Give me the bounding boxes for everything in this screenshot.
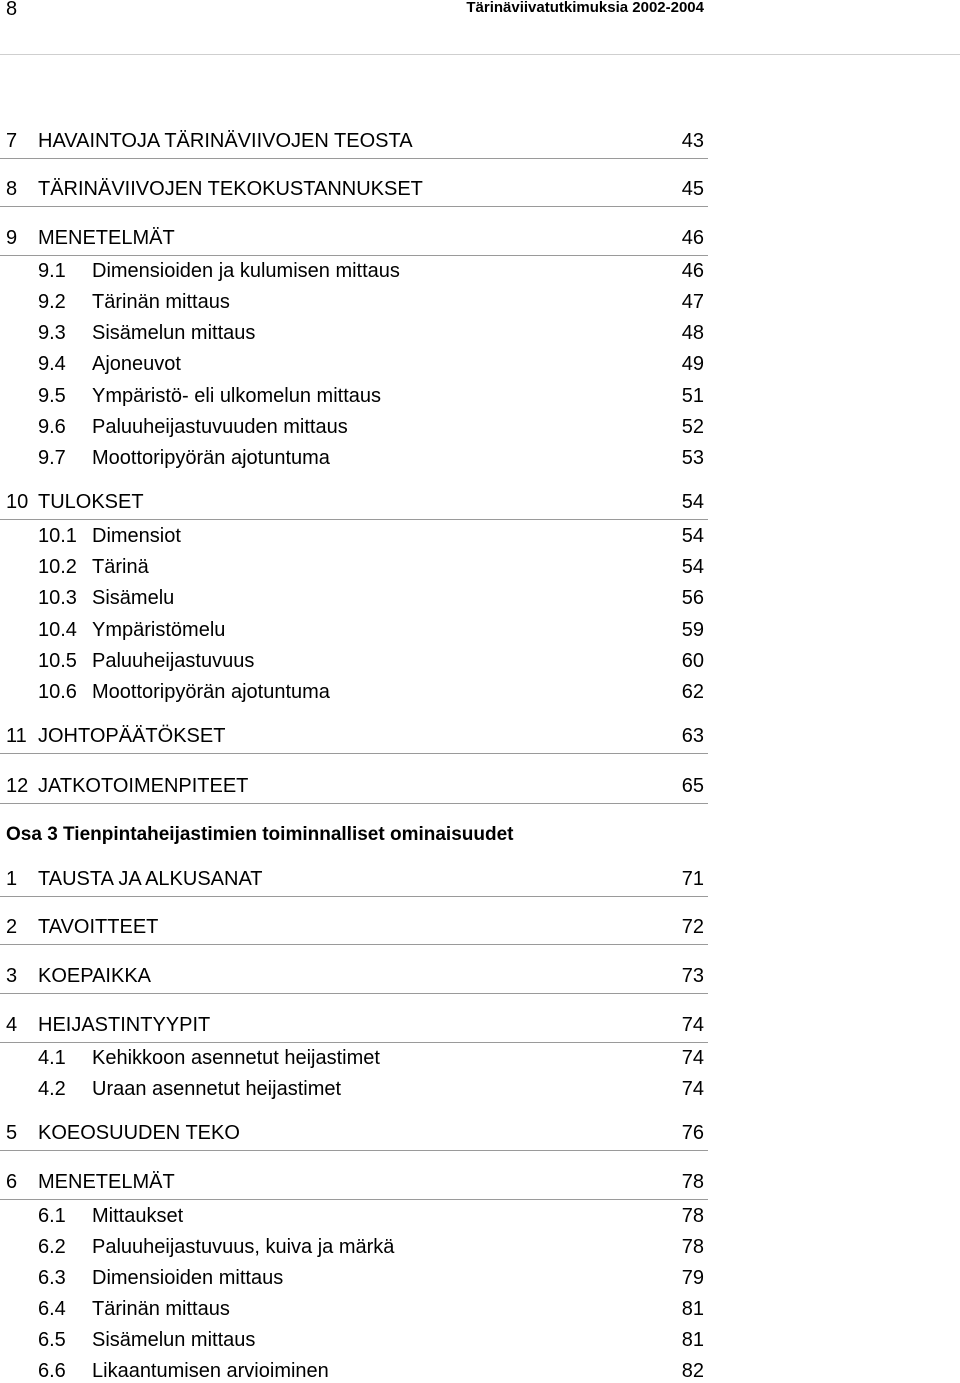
toc-entry-page: 74 [681,1078,704,1100]
toc-entry-page: 60 [681,650,704,672]
toc-entry-page: 81 [681,1298,704,1320]
toc-entry-number: 6.1 [38,1205,66,1227]
toc-entry-title: TAVOITTEET [38,916,159,938]
toc-entry-page: 46 [681,227,704,249]
toc-entry-title: Osa 3 Tienpintaheijastimien toiminnalliset ominaisuudet [6,824,514,845]
toc-entry-title: Paluuheijastuvuus [92,650,255,672]
toc-section-entry [0,415,708,439]
toc-entry-title: Paluuheijastuvuus, kuiva ja märkä [92,1236,395,1258]
toc-entry-page: 49 [681,353,704,375]
toc-section-entry [0,384,708,408]
page-number: 8 [6,0,18,20]
toc-entry-title: Sisämelun mittaus [92,1329,256,1351]
toc-section-entry [0,618,708,642]
toc-entry-title: Likaantumisen arvioiminen [92,1360,329,1382]
toc-entry-number: 9.6 [38,416,66,438]
toc-entry-number: 6 [6,1171,18,1193]
toc-entry-title: JATKOTOIMENPITEET [38,775,249,797]
toc-entry-title: Paluuheijastuvuuden mittaus [92,416,348,438]
toc-entry-page: 54 [681,525,704,547]
toc-section-entry [0,1046,708,1070]
toc-entry-title: Tärinän mittaus [92,291,230,313]
toc-chapter-entry [0,490,708,520]
toc-entry-page: 54 [681,556,704,578]
toc-entry-page: 73 [681,965,704,987]
toc-entry-title: JOHTOPÄÄTÖKSET [38,725,226,747]
toc-entry-number: 9.5 [38,385,66,407]
running-title: Tärinäviivatutkimuksia 2002-2004 [466,0,704,16]
toc-chapter-entry [0,867,708,897]
toc-entry-title: KOEPAIKKA [38,965,152,987]
toc-entry-page: 63 [681,725,704,747]
toc-entry-number: 9.2 [38,291,66,313]
toc-entry-number: 9 [6,227,18,249]
toc-entry-number: 6.5 [38,1329,66,1351]
toc-entry-page: 74 [681,1014,704,1036]
toc-entry-number: 5 [6,1122,18,1144]
toc-entry-page: 53 [681,447,704,469]
toc-chapter-entry [0,774,708,804]
toc-entry-page: 79 [681,1267,704,1289]
toc-entry-number: 10.2 [38,556,77,578]
toc-entry-page: 51 [681,385,704,407]
toc-entry-page: 62 [681,681,704,703]
toc-entry-title: Ympäristö- eli ulkomelun mittaus [92,385,381,407]
toc-entry-title: Moottoripyörän ajotuntuma [92,681,330,703]
toc-entry-title: MENETELMÄT [38,227,175,249]
toc-entry-number: 4.1 [38,1047,66,1069]
toc-entry-title: Tärinä [92,556,149,578]
toc-chapter-entry [0,1121,708,1151]
toc-entry-title: Sisämelu [92,587,175,609]
toc-entry-page: 45 [681,178,704,200]
toc-entry-title: TULOKSET [38,491,144,513]
toc-entry-number: 2 [6,916,18,938]
toc-entry-title: Ajoneuvot [92,353,181,375]
toc-entry-page: 47 [681,291,704,313]
toc-entry-number: 9.4 [38,353,66,375]
toc-chapter-entry [0,964,708,994]
toc-entry-title: MENETELMÄT [38,1171,175,1193]
toc-section-entry [0,290,708,314]
toc-entry-title: HEIJASTINTYYPIT [38,1014,211,1036]
toc-entry-page: 72 [681,916,704,938]
toc-entry-page: 78 [681,1236,704,1258]
toc-entry-number: 6.2 [38,1236,66,1258]
toc-section-entry [0,1235,708,1259]
toc-entry-number: 6.6 [38,1360,66,1382]
toc-entry-title: Dimensiot [92,525,181,547]
toc-entry-title: KOEOSUUDEN TEKO [38,1122,240,1144]
toc-section-entry [0,555,708,579]
toc-entry-number: 11 [6,725,27,747]
toc-entry-title: Tärinän mittaus [92,1298,230,1320]
toc-entry-number: 8 [6,178,18,200]
toc-entry-title: TAUSTA JA ALKUSANAT [38,868,263,890]
toc-chapter-entry [0,724,708,754]
toc-entry-page: 56 [681,587,704,609]
toc-entry-page: 81 [681,1329,704,1351]
toc-chapter-entry [0,1170,708,1200]
toc-entry-number: 9.1 [38,260,66,282]
toc-section-entry [0,1359,708,1383]
toc-entry-title: Moottoripyörän ajotuntuma [92,447,330,469]
toc-section-entry [0,259,708,283]
toc-entry-page: 48 [681,322,704,344]
toc-section-entry [0,1297,708,1321]
toc-section-entry [0,524,708,548]
toc-entry-number: 4 [6,1014,18,1036]
toc-entry-page: 71 [681,868,704,890]
toc-entry-page: 82 [681,1360,704,1382]
toc-entry-number: 6.4 [38,1298,66,1320]
toc-entry-page: 54 [681,491,704,513]
page-header [0,0,960,55]
toc-section-entry [0,321,708,345]
toc-entry-number: 7 [6,130,18,152]
toc-entry-number: 1 [6,868,18,890]
toc-entry-number: 9.7 [38,447,66,469]
toc-section-entry [0,1266,708,1290]
toc-entry-title: Kehikkoon asennetut heijastimet [92,1047,380,1069]
toc-entry-page: 74 [681,1047,704,1069]
toc-entry-number: 10.5 [38,650,77,672]
toc-section-entry [0,1077,708,1101]
toc-section-entry [0,586,708,610]
toc-entry-title: HAVAINTOJA TÄRINÄVIIVOJEN TEOSTA [38,130,413,152]
toc-entry-number: 10 [6,491,29,513]
toc-entry-title: TÄRINÄVIIVOJEN TEKOKUSTANNUKSET [38,178,423,200]
toc-entry-page: 78 [681,1205,704,1227]
toc-chapter-entry [0,1013,708,1043]
toc-section-entry [0,680,708,704]
toc-entry-number: 6.3 [38,1267,66,1289]
toc-chapter-entry [0,915,708,945]
toc-section-entry [0,446,708,470]
toc-entry-page: 46 [681,260,704,282]
toc-entry-number: 10.6 [38,681,77,703]
toc-section-entry [0,1328,708,1352]
toc-entry-title: Dimensioiden mittaus [92,1267,284,1289]
toc-entry-title: Ympäristömelu [92,619,226,641]
toc-entry-page: 65 [681,775,704,797]
toc-chapter-entry [0,129,708,159]
toc-section-entry [0,649,708,673]
toc-entry-number: 12 [6,775,29,797]
toc-chapter-entry [0,177,708,207]
toc-entry-page: 59 [681,619,704,641]
toc-entry-number: 10.1 [38,525,77,547]
toc-entry-page: 78 [681,1171,704,1193]
toc-entry-page: 43 [681,130,704,152]
toc-entry-title: Sisämelun mittaus [92,322,256,344]
toc-section-entry [0,1204,708,1228]
toc-entry-number: 10.3 [38,587,77,609]
toc-entry-page: 76 [681,1122,704,1144]
toc-entry-number: 9.3 [38,322,66,344]
toc-entry-number: 4.2 [38,1078,66,1100]
toc-entry-number: 10.4 [38,619,77,641]
toc-entry-title: Mittaukset [92,1205,184,1227]
toc-entry-number: 3 [6,965,18,987]
toc-entry-title: Uraan asennetut heijastimet [92,1078,342,1100]
toc-section-entry [0,352,708,376]
toc-entry-title: Dimensioiden ja kulumisen mittaus [92,260,400,282]
toc-chapter-entry [0,226,708,256]
toc-entry-page: 52 [681,416,704,438]
